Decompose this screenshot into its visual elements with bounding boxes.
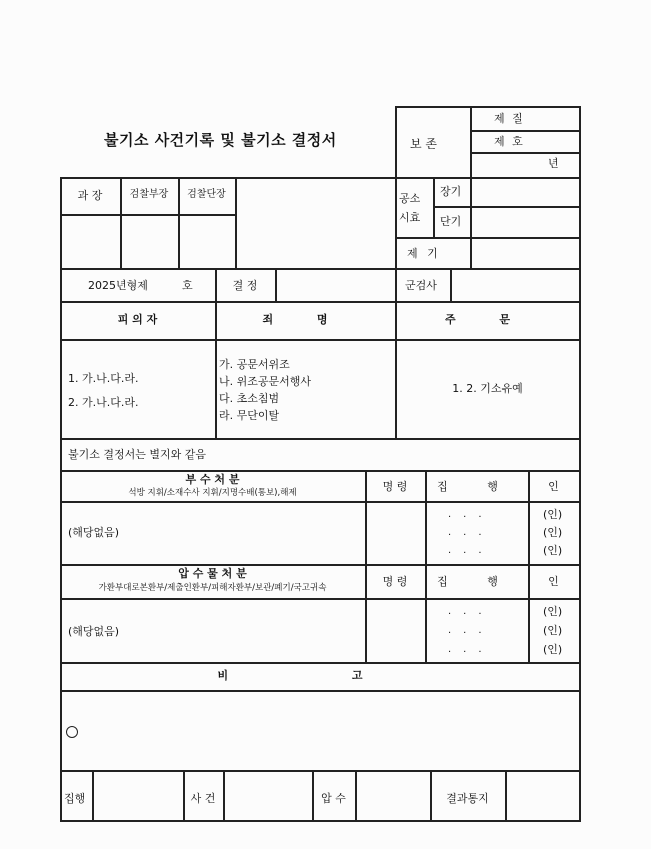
border <box>433 206 580 208</box>
prescription-short: 단기 <box>440 215 462 228</box>
suspect-2: 2. 가.나.다.라. <box>68 396 139 409</box>
attached-dots: ... <box>448 527 494 538</box>
border <box>60 501 580 503</box>
seized-dots: ... <box>448 625 494 636</box>
border <box>275 268 277 301</box>
border <box>355 770 357 820</box>
decision-label: 결 정 <box>232 279 258 292</box>
attached-title: 부 수 처 분 <box>185 473 240 486</box>
border <box>395 268 397 438</box>
bottom-execute: 집행 <box>64 792 86 805</box>
seized-content: (해당없음) <box>68 625 120 638</box>
bottom-notice: 결과통지 <box>446 792 489 805</box>
bottom-case: 사 건 <box>190 792 216 805</box>
attached-dots: ... <box>448 545 494 556</box>
seized-exec: 집 행 <box>437 575 516 588</box>
prescription-stop: 제 기 <box>407 247 441 260</box>
seized-dots: ... <box>448 644 494 655</box>
approval-deputy: 검찰부장 <box>129 189 169 200</box>
border <box>395 106 580 108</box>
border <box>470 106 472 178</box>
border <box>60 470 580 472</box>
prescription-label-1: 공소 <box>399 192 421 205</box>
attached-seal-1: (인) <box>543 508 563 521</box>
approval-head: 검찰단장 <box>187 189 226 200</box>
border <box>60 438 580 440</box>
border <box>60 268 580 270</box>
case-ho: 호 <box>182 279 193 292</box>
preservation-row-2: 제 호 <box>494 135 525 148</box>
border <box>365 470 367 662</box>
border <box>505 770 507 820</box>
attached-dots: ... <box>448 509 494 520</box>
header-crime: 죄 명 <box>262 313 348 326</box>
border <box>92 770 94 820</box>
page-title: 불기소 사건기록 및 불기소 결정서 <box>104 131 337 149</box>
border <box>60 564 580 566</box>
attached-content: (해당없음) <box>68 526 120 539</box>
bottom-seize: 압 수 <box>321 792 346 805</box>
preservation-label: 보 존 <box>410 137 437 151</box>
seized-seal-1: (인) <box>543 605 563 618</box>
attached-subtitle: 석방 지휘/소재수사 지휘/지명수배(통보),해제 <box>128 488 297 498</box>
attached-exec: 집 행 <box>437 480 516 493</box>
preservation-row-1: 제 질 <box>494 112 525 125</box>
prosecutor-label: 군검사 <box>405 279 437 292</box>
header-disposition: 주 문 <box>444 313 531 326</box>
border <box>60 301 580 303</box>
border <box>395 177 397 268</box>
prescription-long: 장기 <box>440 185 462 198</box>
prescription-label-2: 시효 <box>399 211 421 224</box>
border <box>60 177 580 179</box>
preservation-row-3: 년 <box>548 157 559 170</box>
remarks-label: 비 고 <box>217 669 423 682</box>
case-number: 2025년형제 <box>88 279 148 292</box>
disposition-text: 1. 2. 기소유예 <box>452 382 523 395</box>
border <box>470 152 580 154</box>
circle-mark-icon <box>66 726 78 738</box>
border <box>395 106 397 178</box>
decision-note: 불기소 결정서는 별지와 같음 <box>68 448 207 461</box>
seized-seal-3: (인) <box>543 643 563 656</box>
border <box>60 662 580 664</box>
border <box>425 470 427 662</box>
seized-seal-2: (인) <box>543 624 563 637</box>
border <box>235 177 237 268</box>
border <box>528 470 530 662</box>
attached-order: 명 령 <box>382 480 408 493</box>
border <box>450 268 452 301</box>
border <box>60 770 580 772</box>
border <box>579 106 581 820</box>
border <box>60 820 581 822</box>
crime-3: 다. 초소침범 <box>219 392 280 405</box>
border <box>60 177 62 820</box>
header-suspect: 피 의 자 <box>117 313 158 326</box>
seized-seal: 인 <box>548 575 559 588</box>
suspect-1: 1. 가.나.다.라. <box>68 372 139 385</box>
border <box>60 690 580 692</box>
border <box>60 214 235 216</box>
border <box>60 598 580 600</box>
crime-2: 나. 위조공문서행사 <box>219 375 312 388</box>
attached-seal-2: (인) <box>543 526 563 539</box>
border <box>470 177 472 268</box>
crime-1: 가. 공문서위조 <box>219 358 290 371</box>
seized-subtitle: 가환부대로본환부/제출인환부/피해자환부/보관/폐기/국고귀속 <box>98 583 327 593</box>
seized-order: 명 령 <box>382 575 408 588</box>
border <box>60 339 580 341</box>
seized-dots: ... <box>448 606 494 617</box>
crime-4: 라. 무단이탈 <box>219 409 280 422</box>
border <box>395 237 580 239</box>
seized-title: 압 수 물 처 분 <box>178 567 247 580</box>
attached-seal: 인 <box>548 480 559 493</box>
approval-chief: 과 장 <box>77 189 103 202</box>
border <box>470 130 580 132</box>
border <box>223 770 225 820</box>
attached-seal-3: (인) <box>543 544 563 557</box>
